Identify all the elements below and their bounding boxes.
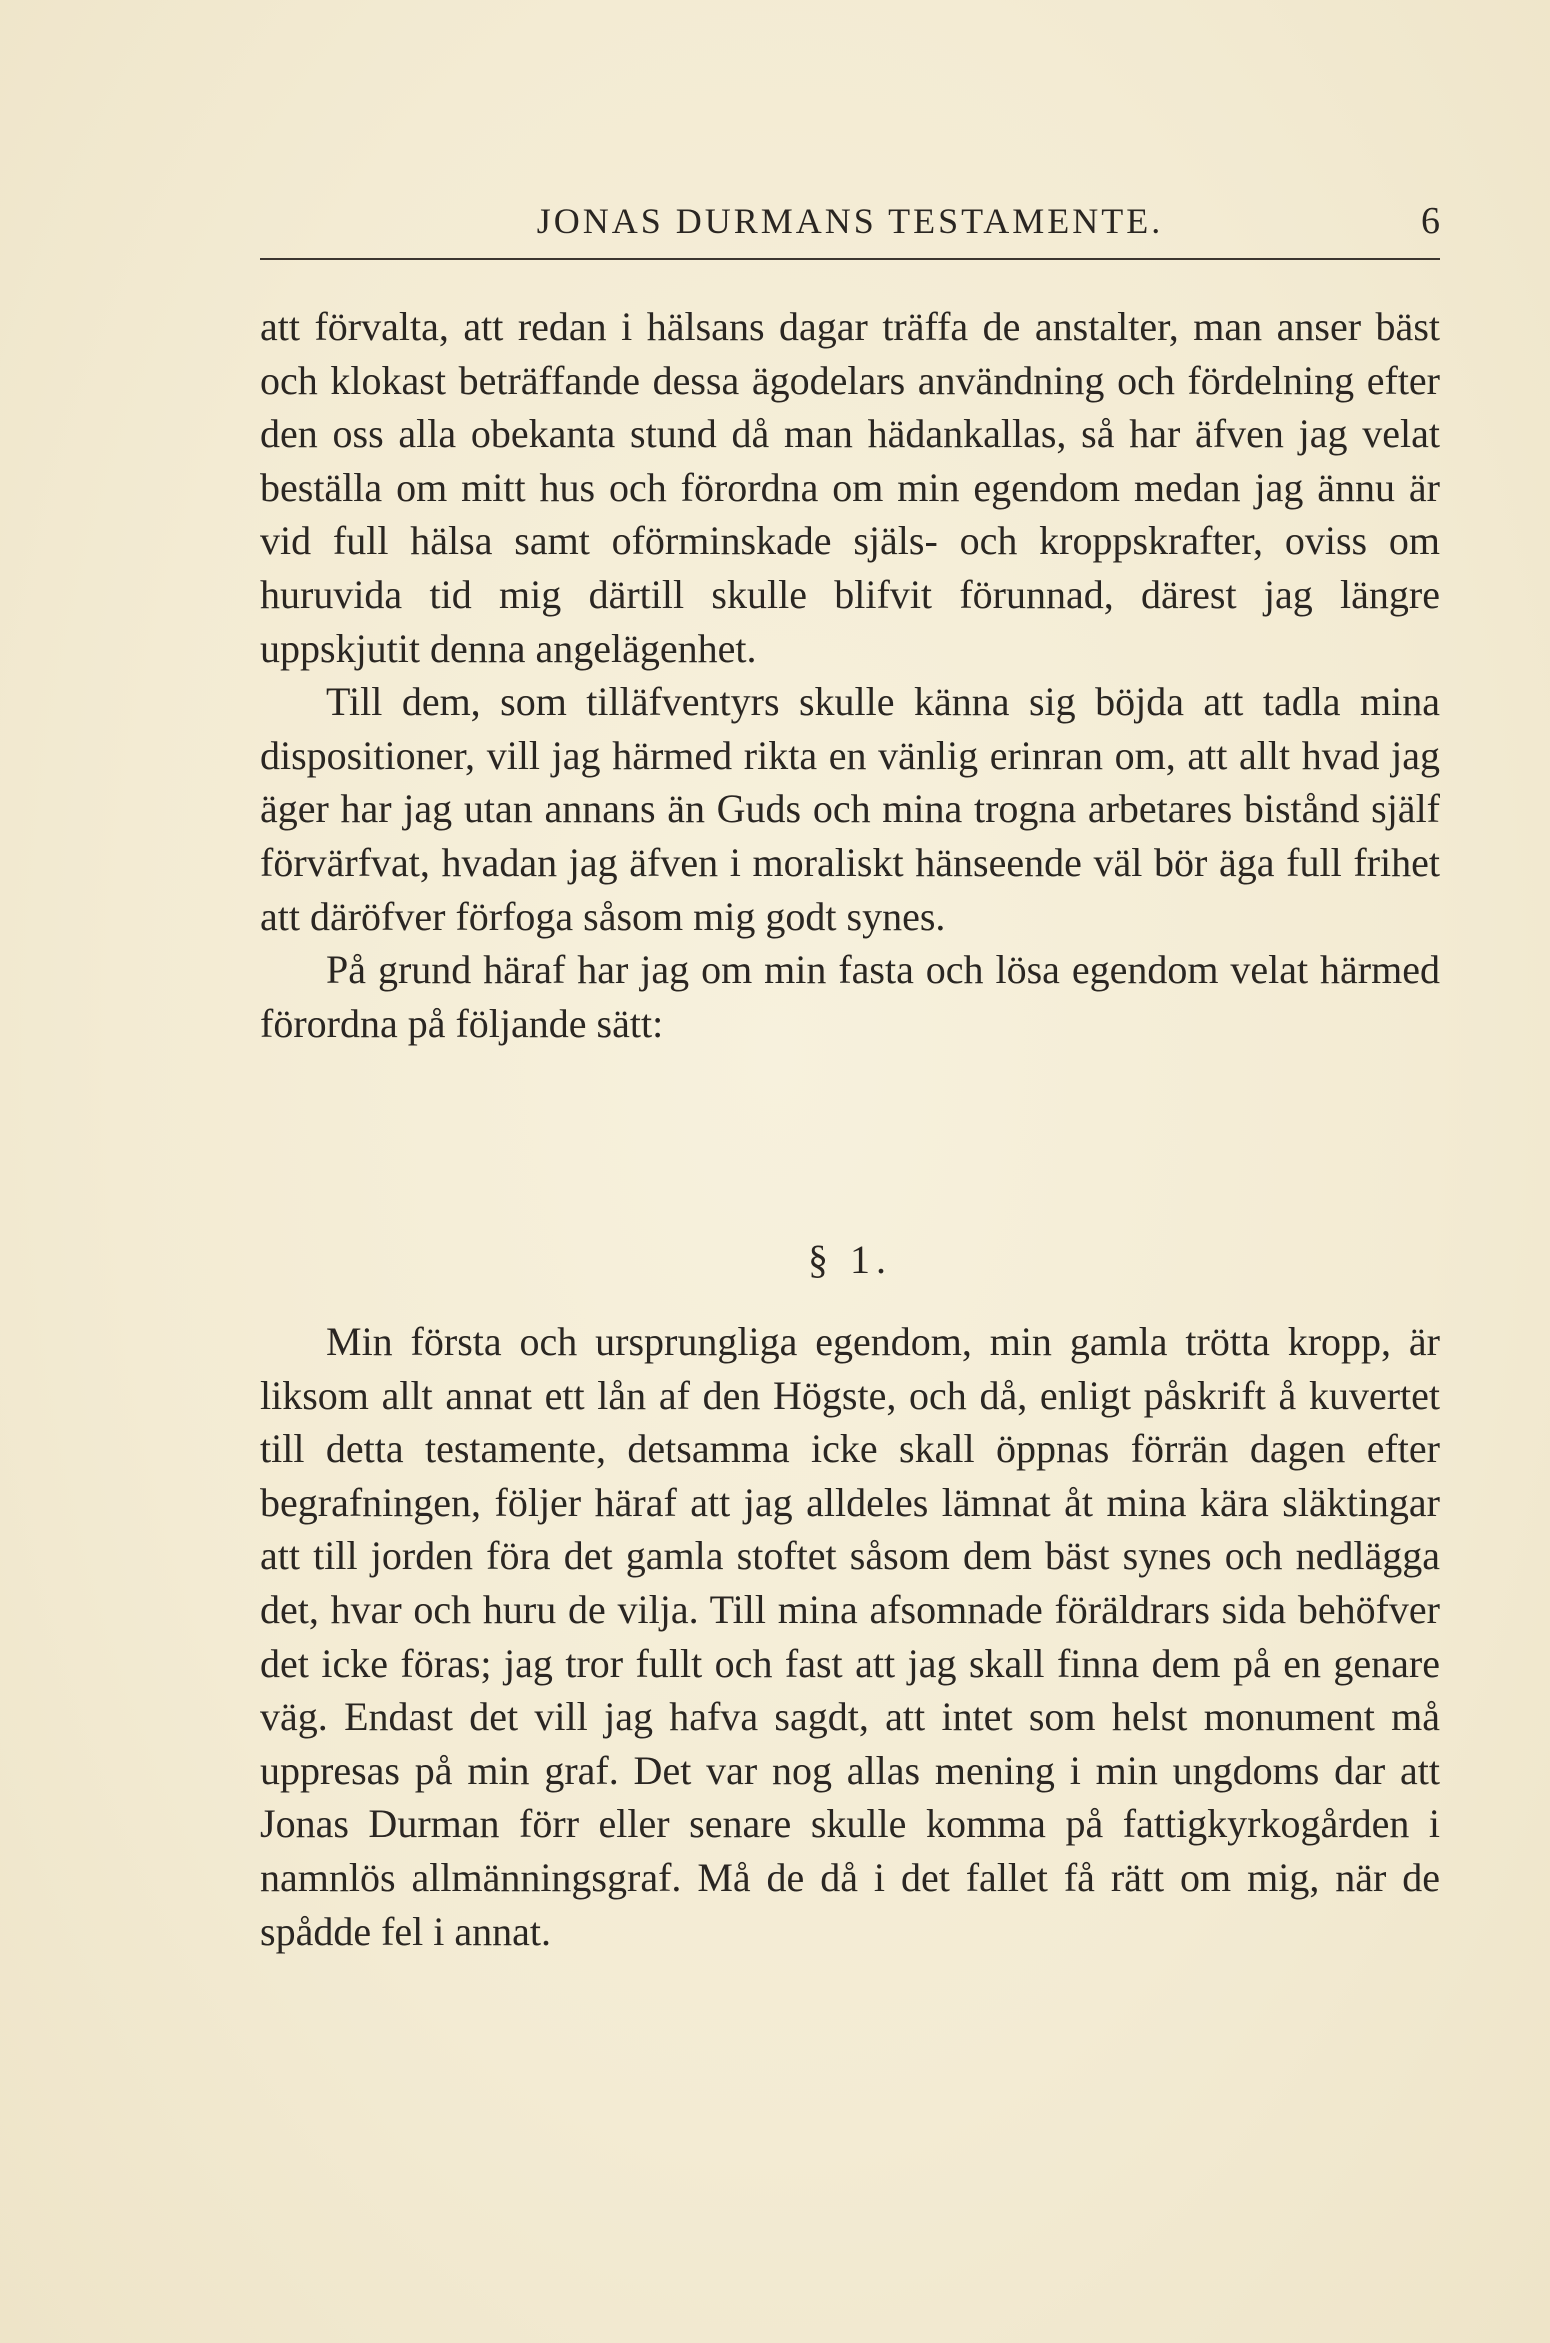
running-title: JONAS DURMANS TESTAMENTE. [536,201,1164,241]
paragraph: På grund häraf har jag om min fasta och lösa egendom velat härmed förordna på följande sätt: [260,947,1440,1046]
paragraph-continued: att förvalta, att redan i hälsans dagar träffa de anstalter, man anser bäst och klokast beträffande dessa ägodelars användning och fördelning efter den oss alla obekanta stund då man hädankallas, så har äfven jag velat beställa om mitt hus och förordna om min egendom medan jag ännu är vid full hälsa samt oförminskade själs- och kroppskrafter, oviss om huruvida tid mig därtill skulle blifvit förunnad, därest jag längre uppskjutit denna angelägenhet. [260,304,1440,671]
page-number: 6 [1421,200,1440,242]
page-header [260,196,1440,256]
section-heading: § 1. [808,1237,892,1282]
header-rule [260,258,1440,260]
paragraph: Min första och ursprungliga egendom, min gamla trötta kropp, är liksom allt annat ett lån af den Högste, och då, enligt påskrift å kuvertet till detta testamente, detsamma icke skall öppnas förrän dagen efter begrafningen, följer häraf att jag alldeles lämnat åt mina kära släktingar att till jorden föra det gamla stoftet såsom dem bäst synes och nedlägga det, hvar och huru de vilja. Till mina afsomnade föräldrars sida behöfver det icke föras; jag tror fullt och fast att jag skall finna dem på en genare väg. Endast det vill jag hafva sagdt, att intet som helst monument må uppresas på min graf. Det var nog allas mening i min ungdoms dar att Jonas Durman förr eller senare skulle komma på fattigkyrkogården i namnlös allmänningsgraf. Må de då i det fallet få rätt om mig, när de spådde fel i annat. [260,1319,1440,1954]
text-block-before-section [260,300,1440,1050]
text-block-section-1 [260,1315,1440,1958]
paragraph: Till dem, som tilläfventyrs skulle känna sig böjda att tadla mina dispositioner, vill jag härmed rikta en vänlig erinran om, att allt hvad jag äger har jag utan annans än Guds och mina trogna arbetares bistånd själf förvärfvat, hvadan jag äfven i moraliskt hänseende väl bör äga full frihet att däröfver förfoga såsom mig godt synes. [260,679,1440,939]
